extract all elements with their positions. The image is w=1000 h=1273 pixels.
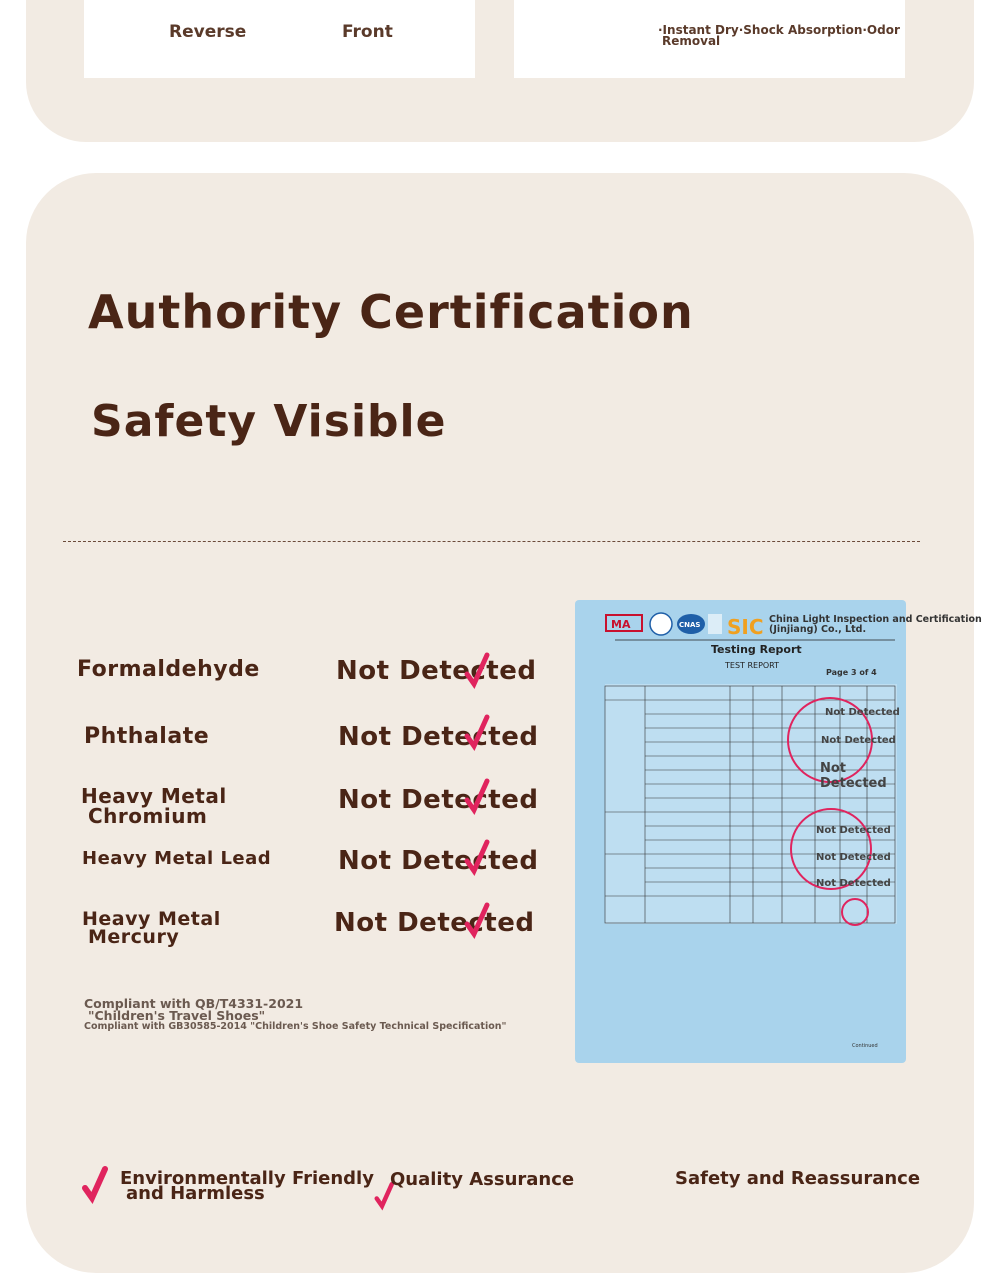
overlay-not-detected-2: Not Detected	[821, 735, 896, 746]
report-continued: Continued	[852, 1043, 878, 1049]
compliance-line-2: "Children's Travel Shoes"	[88, 1008, 266, 1023]
result-phthalate: Not Detected	[338, 722, 539, 752]
cnas-logo-text: CNAS	[679, 621, 701, 629]
check-icon	[463, 714, 493, 754]
features-line-1: ·Instant Dry·Shock Absorption·Odor	[658, 23, 900, 37]
features-line-2: Removal	[662, 34, 721, 48]
result-lead: Not Detected	[338, 846, 539, 876]
substance-chromium	[81, 786, 227, 826]
substance-phthalate: Phthalate	[84, 724, 210, 749]
report-subtitle: TEST REPORT	[725, 661, 780, 670]
footer-quality: Quality Assurance	[390, 1169, 575, 1190]
ilac-logo-icon	[650, 613, 672, 635]
page-title: Authority Certification	[88, 285, 694, 339]
substance-formaldehyde: Formaldehyde	[77, 657, 260, 682]
compliance-standard	[84, 998, 303, 1022]
reverse-label: Reverse	[169, 22, 247, 42]
report-page: Page 3 of 4	[826, 668, 877, 677]
footer-eco-line-2: and Harmless	[126, 1183, 265, 1204]
check-icon	[463, 652, 493, 692]
insole-image-panel	[84, 0, 475, 78]
substance-chromium-line-2: Chromium	[88, 804, 208, 828]
overlay-not-detected-1: Not Detected	[825, 707, 900, 718]
page-subtitle: Safety Visible	[91, 396, 447, 447]
compliance-line-3: Compliant with GB30585-2014 "Children's Shoe Safety Technical Specification"	[84, 1021, 507, 1032]
front-label: Front	[342, 22, 393, 42]
substance-lead: Heavy Metal Lead	[82, 848, 272, 869]
footer-safety: Safety and Reassurance	[675, 1168, 921, 1189]
check-icon	[463, 902, 493, 942]
footer-eco	[120, 1168, 374, 1204]
report-title: Testing Report	[711, 643, 802, 656]
result-formaldehyde: Not Detected	[336, 656, 537, 686]
testing-report-image	[575, 600, 982, 1063]
footer-eco-line-1: Environmentally Friendly	[120, 1168, 374, 1189]
check-icon	[463, 778, 493, 818]
sic-logo-text: SIC	[727, 615, 764, 639]
overlay-not-detected-3: Not Detected	[820, 761, 887, 791]
footer-check-icon	[78, 1166, 114, 1206]
overlay-not-detected-4: Not Detected	[816, 825, 891, 836]
substance-mercury-line-1: Heavy Metal	[82, 908, 221, 930]
lab-name	[769, 615, 982, 635]
check-icon	[463, 839, 493, 879]
substance-mercury	[82, 910, 221, 946]
result-mercury: Not Detected	[334, 908, 535, 938]
overlay-not-detected-5: Not Detected	[816, 852, 891, 863]
lab-name-line-1: China Light Inspection and Certification	[769, 614, 982, 625]
cma-logo-text: MA	[611, 618, 631, 631]
result-chromium: Not Detected	[338, 785, 539, 815]
lab-name-line-2: (Jinjiang) Co., Ltd.	[769, 624, 867, 635]
features-text	[658, 25, 900, 47]
dashed-divider	[63, 541, 920, 542]
substance-chromium-line-1: Heavy Metal	[81, 784, 227, 808]
compliance-line-1: Compliant with QB/T4331-2021	[84, 996, 304, 1011]
overlay-not-detected-6: Not Detected	[816, 878, 891, 889]
seal-small-icon	[708, 614, 722, 634]
substance-mercury-line-2: Mercury	[88, 926, 180, 948]
